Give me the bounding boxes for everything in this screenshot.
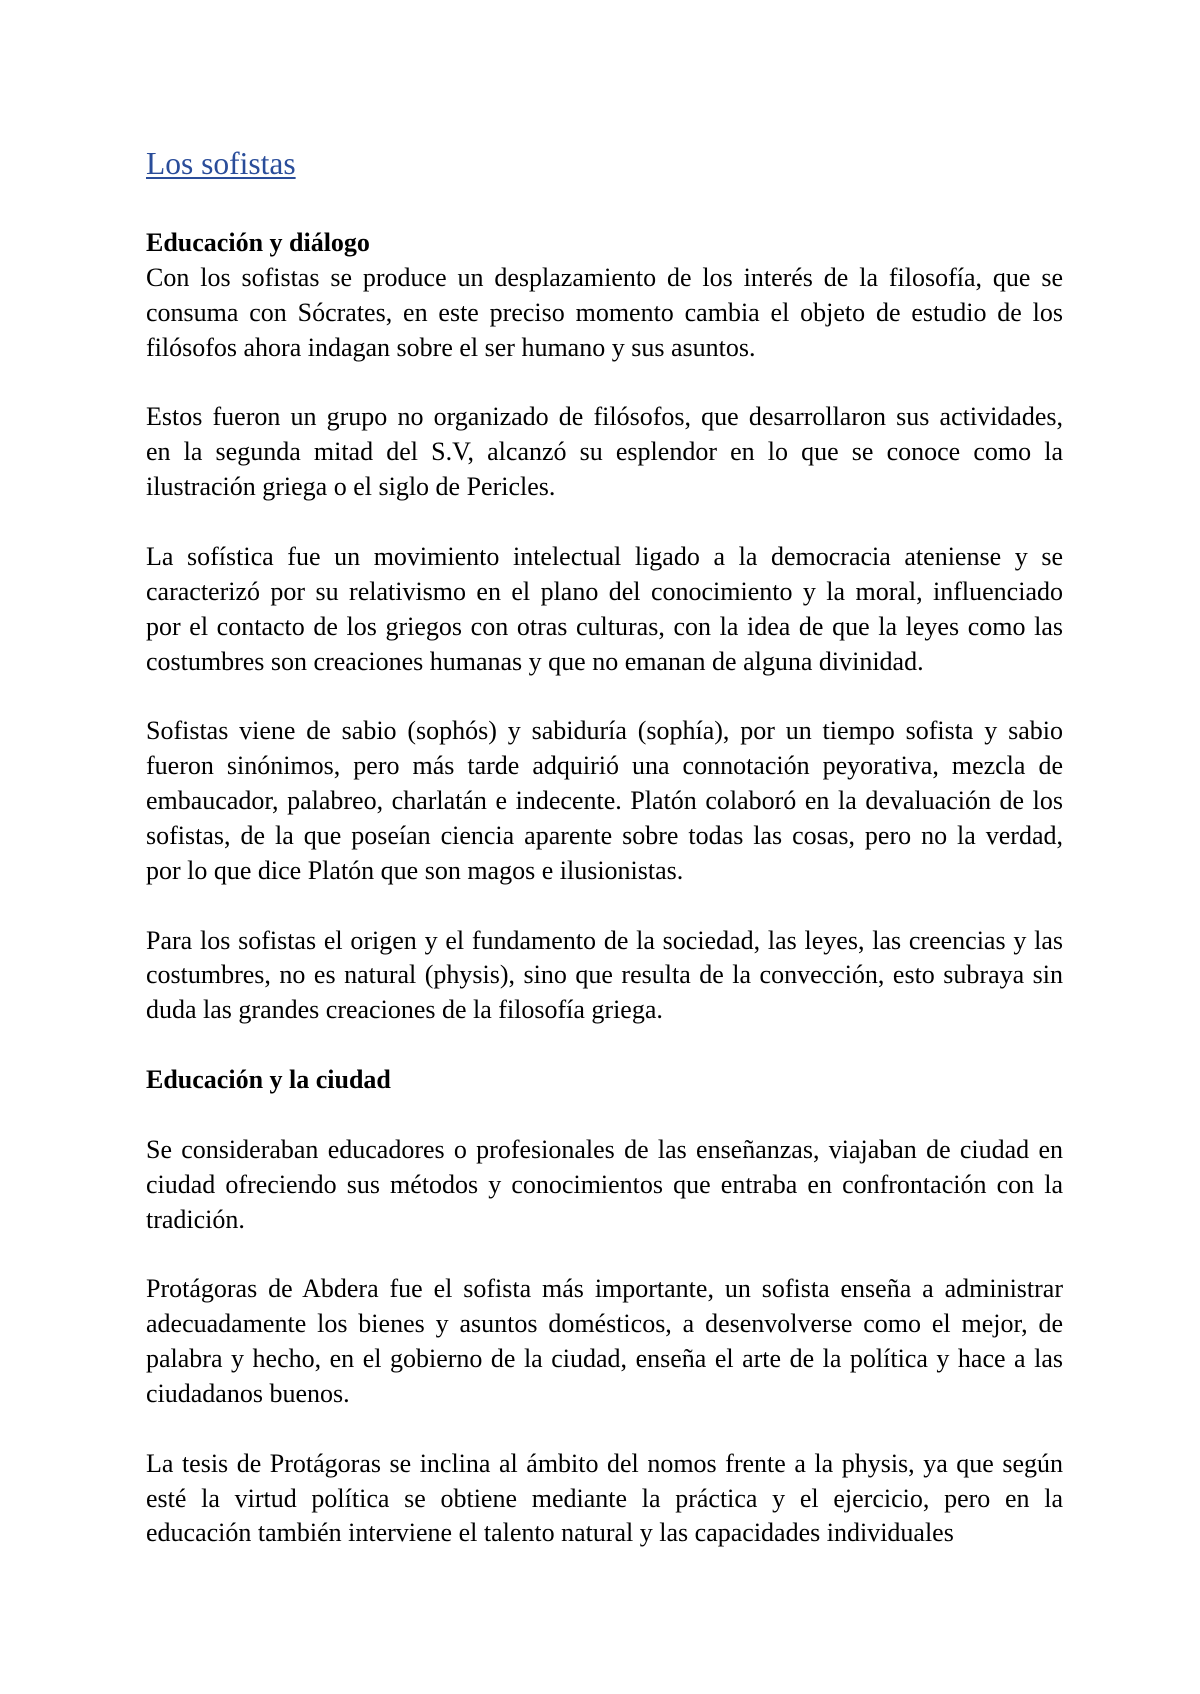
- paragraph-line: Protágoras de Abdera fue el sofista más importante, un sofista enseña a administrar: [146, 1274, 1063, 1304]
- paragraph-line: consuma con Sócrates, en este preciso momento cambia el objeto de estudio de los: [146, 297, 1063, 327]
- paragraph: [146, 714, 1063, 888]
- paragraph: [146, 924, 1063, 1029]
- paragraph-line: caracterizó por su relativismo en el plano del conocimiento y la moral, influenciado: [146, 576, 1063, 606]
- paragraph: [146, 1272, 1063, 1412]
- paragraph-line: en la segunda mitad del S.V, alcanzó su esplendor en lo que se conoce como la: [146, 437, 1063, 467]
- paragraph-line: duda las grandes creaciones de la filosofía griega.: [146, 995, 663, 1025]
- paragraph-line: por lo que dice Platón que son magos e ilusionistas.: [146, 855, 684, 885]
- paragraph: [146, 261, 1063, 366]
- paragraph-line: sofistas, de la que poseían ciencia aparente sobre todas las cosas, pero no la verdad,: [146, 820, 1063, 850]
- page-title: Los sofistas: [146, 146, 296, 181]
- paragraph-line: filósofos ahora indagan sobre el ser humano y sus asuntos.: [146, 332, 756, 362]
- section-heading: Educación y la ciudad: [146, 1065, 391, 1094]
- paragraph-line: tradición.: [146, 1204, 245, 1234]
- paragraph-line: Sofistas viene de sabio (sophós) y sabiduría (sophía), por un tiempo sofista y sabio: [146, 716, 1063, 746]
- paragraph-line: esté la virtud política se obtiene mediante la práctica y el ejercicio, pero en la: [146, 1483, 1063, 1513]
- paragraph: [146, 1447, 1063, 1552]
- paragraph-line: costumbres, no es natural (physis), sino que resulta de la convección, esto subraya sin: [146, 960, 1063, 990]
- paragraph: [146, 1133, 1063, 1238]
- paragraph-line: Se consideraban educadores o profesionales de las enseñanzas, viajaban de ciudad en: [146, 1134, 1063, 1164]
- paragraph-line: ciudadanos buenos.: [146, 1378, 350, 1408]
- paragraph-line: ilustración griega o el siglo de Pericles.: [146, 472, 556, 502]
- paragraph-line: ciudad ofreciendo sus métodos y conocimientos que entraba en confrontación con la: [146, 1169, 1063, 1199]
- paragraph: [146, 540, 1063, 680]
- paragraph-line: por el contacto de los griegos con otras culturas, con la idea de que la leyes como las: [146, 611, 1063, 641]
- paragraph-line: La sofística fue un movimiento intelectual ligado a la democracia ateniense y se: [146, 541, 1063, 571]
- section-heading: Educación y diálogo: [146, 228, 370, 257]
- paragraph-line: educación también interviene el talento natural y las capacidades individuales: [146, 1518, 954, 1548]
- paragraph: [146, 400, 1063, 505]
- paragraph-line: embaucador, palabreo, charlatán e indecente. Platón colaboró en la devaluación de los: [146, 786, 1063, 815]
- paragraph-line: Estos fueron un grupo no organizado de filósofos, que desarrollaron sus actividades,: [146, 402, 1063, 432]
- document-body: [146, 144, 1063, 1586]
- paragraph-line: palabra y hecho, en el gobierno de la ciudad, enseña el arte de la política y hace a las: [146, 1344, 1063, 1373]
- paragraph-line: Con los sofistas se produce un desplazamiento de los interés de la filosofía, que se: [146, 262, 1063, 292]
- section-educacion-y-la-ciudad: [146, 1063, 1063, 1551]
- paragraph-line: La tesis de Protágoras se inclina al ámbito del nomos frente a la physis, ya que según: [146, 1448, 1063, 1478]
- section-educacion-y-dialogo: [146, 226, 1063, 1028]
- paragraph-line: adecuadamente los bienes y asuntos domésticos, a desenvolverse como el mejor, de: [146, 1309, 1063, 1339]
- paragraph-line: fueron sinónimos, pero más tarde adquirió una connotación peyorativa, mezcla de: [146, 751, 1063, 781]
- paragraph-line: costumbres son creaciones humanas y que no emanan de alguna divinidad.: [146, 646, 924, 676]
- paragraph-line: Para los sofistas el origen y el fundamento de la sociedad, las leyes, las creencias y las: [146, 925, 1063, 955]
